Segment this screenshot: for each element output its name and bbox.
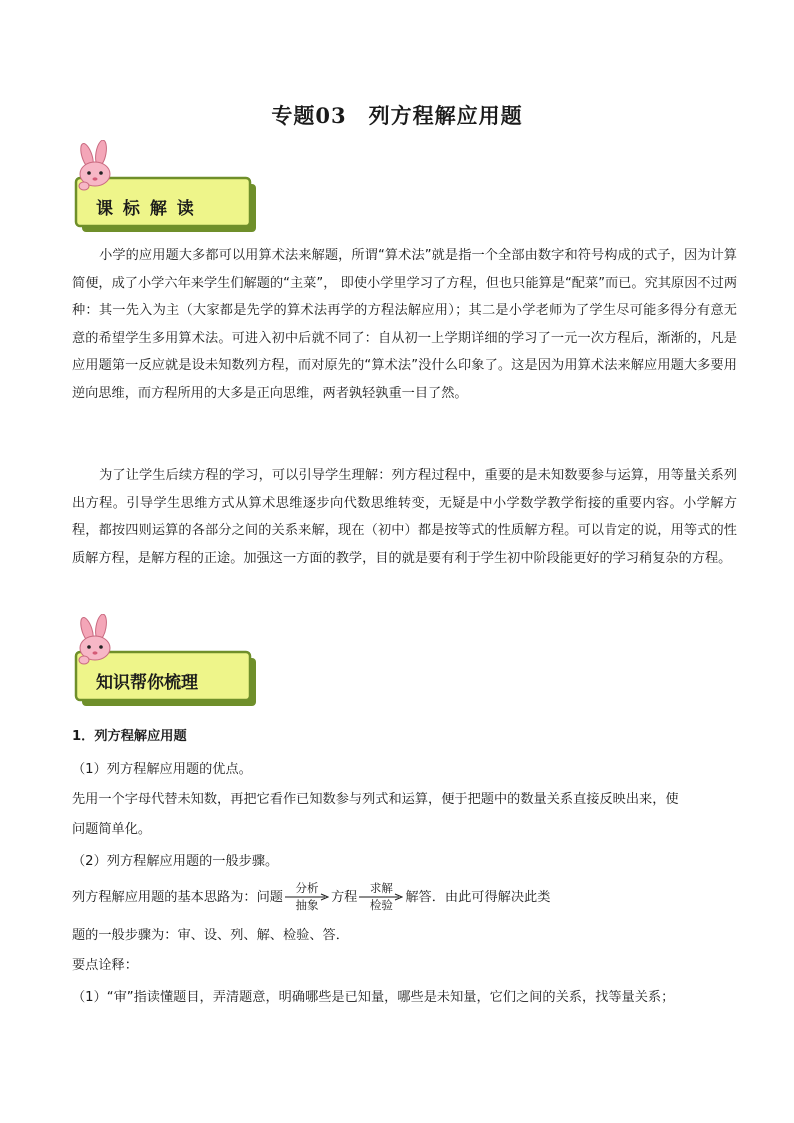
- section-badge-knowledge: [70, 614, 260, 709]
- flow-suffix: 解答．由此可得解决此类: [405, 890, 551, 905]
- rabbit-badge-icon: [70, 614, 260, 709]
- rabbit-badge-icon: [70, 140, 260, 235]
- badge-label: 知识帮你梳理: [96, 673, 198, 693]
- flow-prefix: 列方程解应用题的基本思路为：问题: [72, 890, 283, 905]
- section-heading: 1．列方程解应用题: [72, 729, 187, 744]
- arrow-bottom-label: 检验: [369, 898, 393, 912]
- steps-text: 题的一般步骤为：审、设、列、解、检验、答．: [72, 928, 349, 943]
- subheading-steps: （2）列方程解应用题的一般步骤。: [72, 854, 279, 869]
- note-1: （1）“审”指读懂题目，弄清题意，明确哪些是已知量，哪些是未知量，它们之间的关系，找等量关系；: [72, 990, 675, 1005]
- advantages-text-line-1: 先用一个字母代替未知数，再把它看作已知数参与列式和运算，便于把题中的数量关系直接反映出来，使: [72, 792, 679, 807]
- arrow-bottom-label: 抽象: [295, 898, 319, 912]
- arrow-solve-check: [359, 882, 403, 912]
- intro-paragraph-1: 小学的应用题大多都可以用算术法来解题，所谓“算术法”就是指一个全部由数字和符号构成的式子，因为计算简便，成了小学六年来学生们解题的“主菜”， 即使小学里学习了方程，但也只能算是“配菜”而已。究其原因不过两种：其一先入为主（大家都是先学的算术法再学的方程法解应用）；其二是小学老师为了学生尽可能多得分有意无意的希望学生多用算术法。可进入初中后就不同了：自从初一上学期详细的学习了一元一次方程后，渐渐的，凡是应用题第一反应就是设未知数列方程，而对原先的“算术法”没什么印象了。这是因为用算术法来解应用题大多要用逆向思维，而方程所用的大多是正向思维，两者孰轻孰重一目了然。: [72, 248, 737, 401]
- advantages-text-line-2: 问题简单化。: [72, 822, 152, 837]
- notes-title: 要点诠释：: [72, 958, 138, 973]
- flow-line: [72, 882, 737, 913]
- subheading-advantages: （1）列方程解应用题的优点。: [72, 762, 252, 777]
- arrow-top-label: 分析: [295, 881, 319, 895]
- section-badge-curriculum: [70, 140, 260, 235]
- intro-paragraph-2: 为了让学生后续方程的学习，可以引导学生理解：列方程过程中，重要的是未知数要参与运算，用等量关系列出方程。引导学生思维方式从算术思维逐步向代数思维转变，无疑是中小学数学教学衔接的重要内容。小学解方程，都按四则运算的各部分之间的关系来解，现在（初中）都是按等式的性质解方程。可以肯定的说，用等式的性质解方程，是解方程的正途。加强这一方面的教学，目的就是要有利于学生初中阶段能更好的学习稍复杂的方程。: [72, 468, 737, 566]
- flow-mid: 方程: [331, 890, 358, 905]
- arrow-top-label: 求解: [369, 881, 393, 895]
- page-title: 专题03 列方程解应用题: [271, 103, 523, 128]
- badge-label: 课 标 解 读: [96, 199, 196, 219]
- arrow-analyze-abstract: [285, 882, 329, 912]
